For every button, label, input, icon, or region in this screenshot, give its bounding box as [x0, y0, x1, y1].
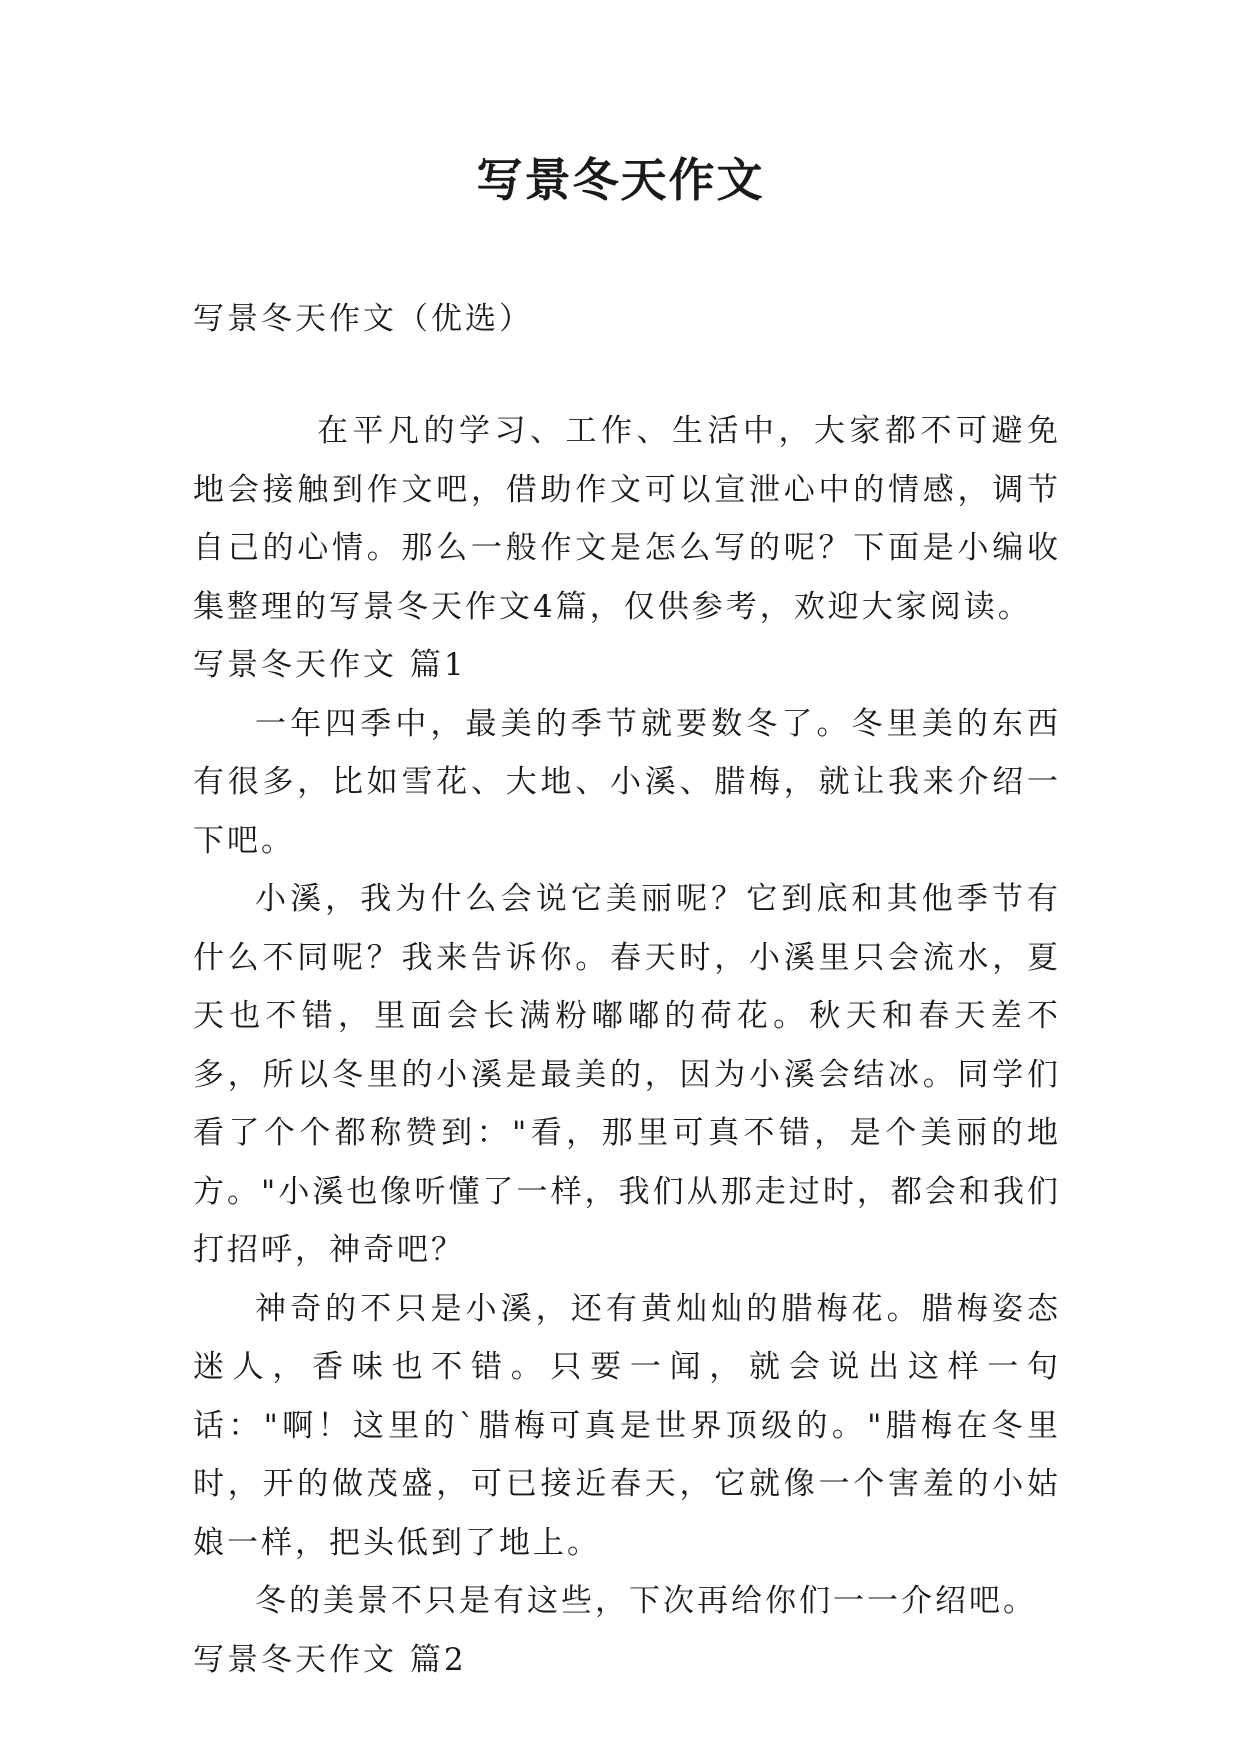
- section-paragraph: 神奇的不只是小溪，还有黄灿灿的腊梅花。腊梅姿态迷人，香味也不错。只要一闻，就会说出这样一句话："啊！这里的`腊梅可真是世界顶级的。"腊梅在冬里时，开的做茂盛，可已接近春天，它就像一个害羞的小姑娘一样，把头低到了地上。: [193, 1290, 1061, 1561]
- section-paragraph: 一年四季中，最美的季节就要数冬了。冬里美的东西有很多，比如雪花、大地、小溪、腊梅，就让我来介绍一下吧。: [193, 705, 1061, 859]
- section-paragraph: 冬的美景不只是有这些，下次再给你们一一介绍吧。: [255, 1583, 1037, 1619]
- section-paragraph: 小溪，我为什么会说它美丽呢？它到底和其他季节有什么不同呢？我来告诉你。春天时，小溪里只会流水，夏天也不错，里面会长满粉嘟嘟的荷花。秋天和春天差不多，所以冬里的小溪是最美的，因为小溪会结冰。同学们看了个个都称赞到："看，那里可真不错，是个美丽的地方。"小溪也像听懂了一样，我们从那走过时，都会和我们打招呼，神奇吧？: [193, 881, 1061, 1268]
- intro-paragraph: 在平凡的学习、工作、生活中，大家都不可避免地会接触到作文吧，借助作文可以宣泄心中的情感，调节自己的心情。那么一般作文是怎么写的呢？下面是小编收集整理的写景冬天作文4篇，仅供参考，欢迎大家阅读。: [193, 413, 1061, 625]
- section-heading: 写景冬天作文 篇1: [193, 647, 467, 683]
- spacer: [193, 348, 1061, 402]
- document-title: 写景冬天作文: [476, 153, 765, 207]
- document-body: [193, 290, 1061, 1689]
- document-subtitle: 写景冬天作文（优选）: [193, 301, 533, 337]
- section-heading: 写景冬天作文 篇2: [193, 1641, 467, 1678]
